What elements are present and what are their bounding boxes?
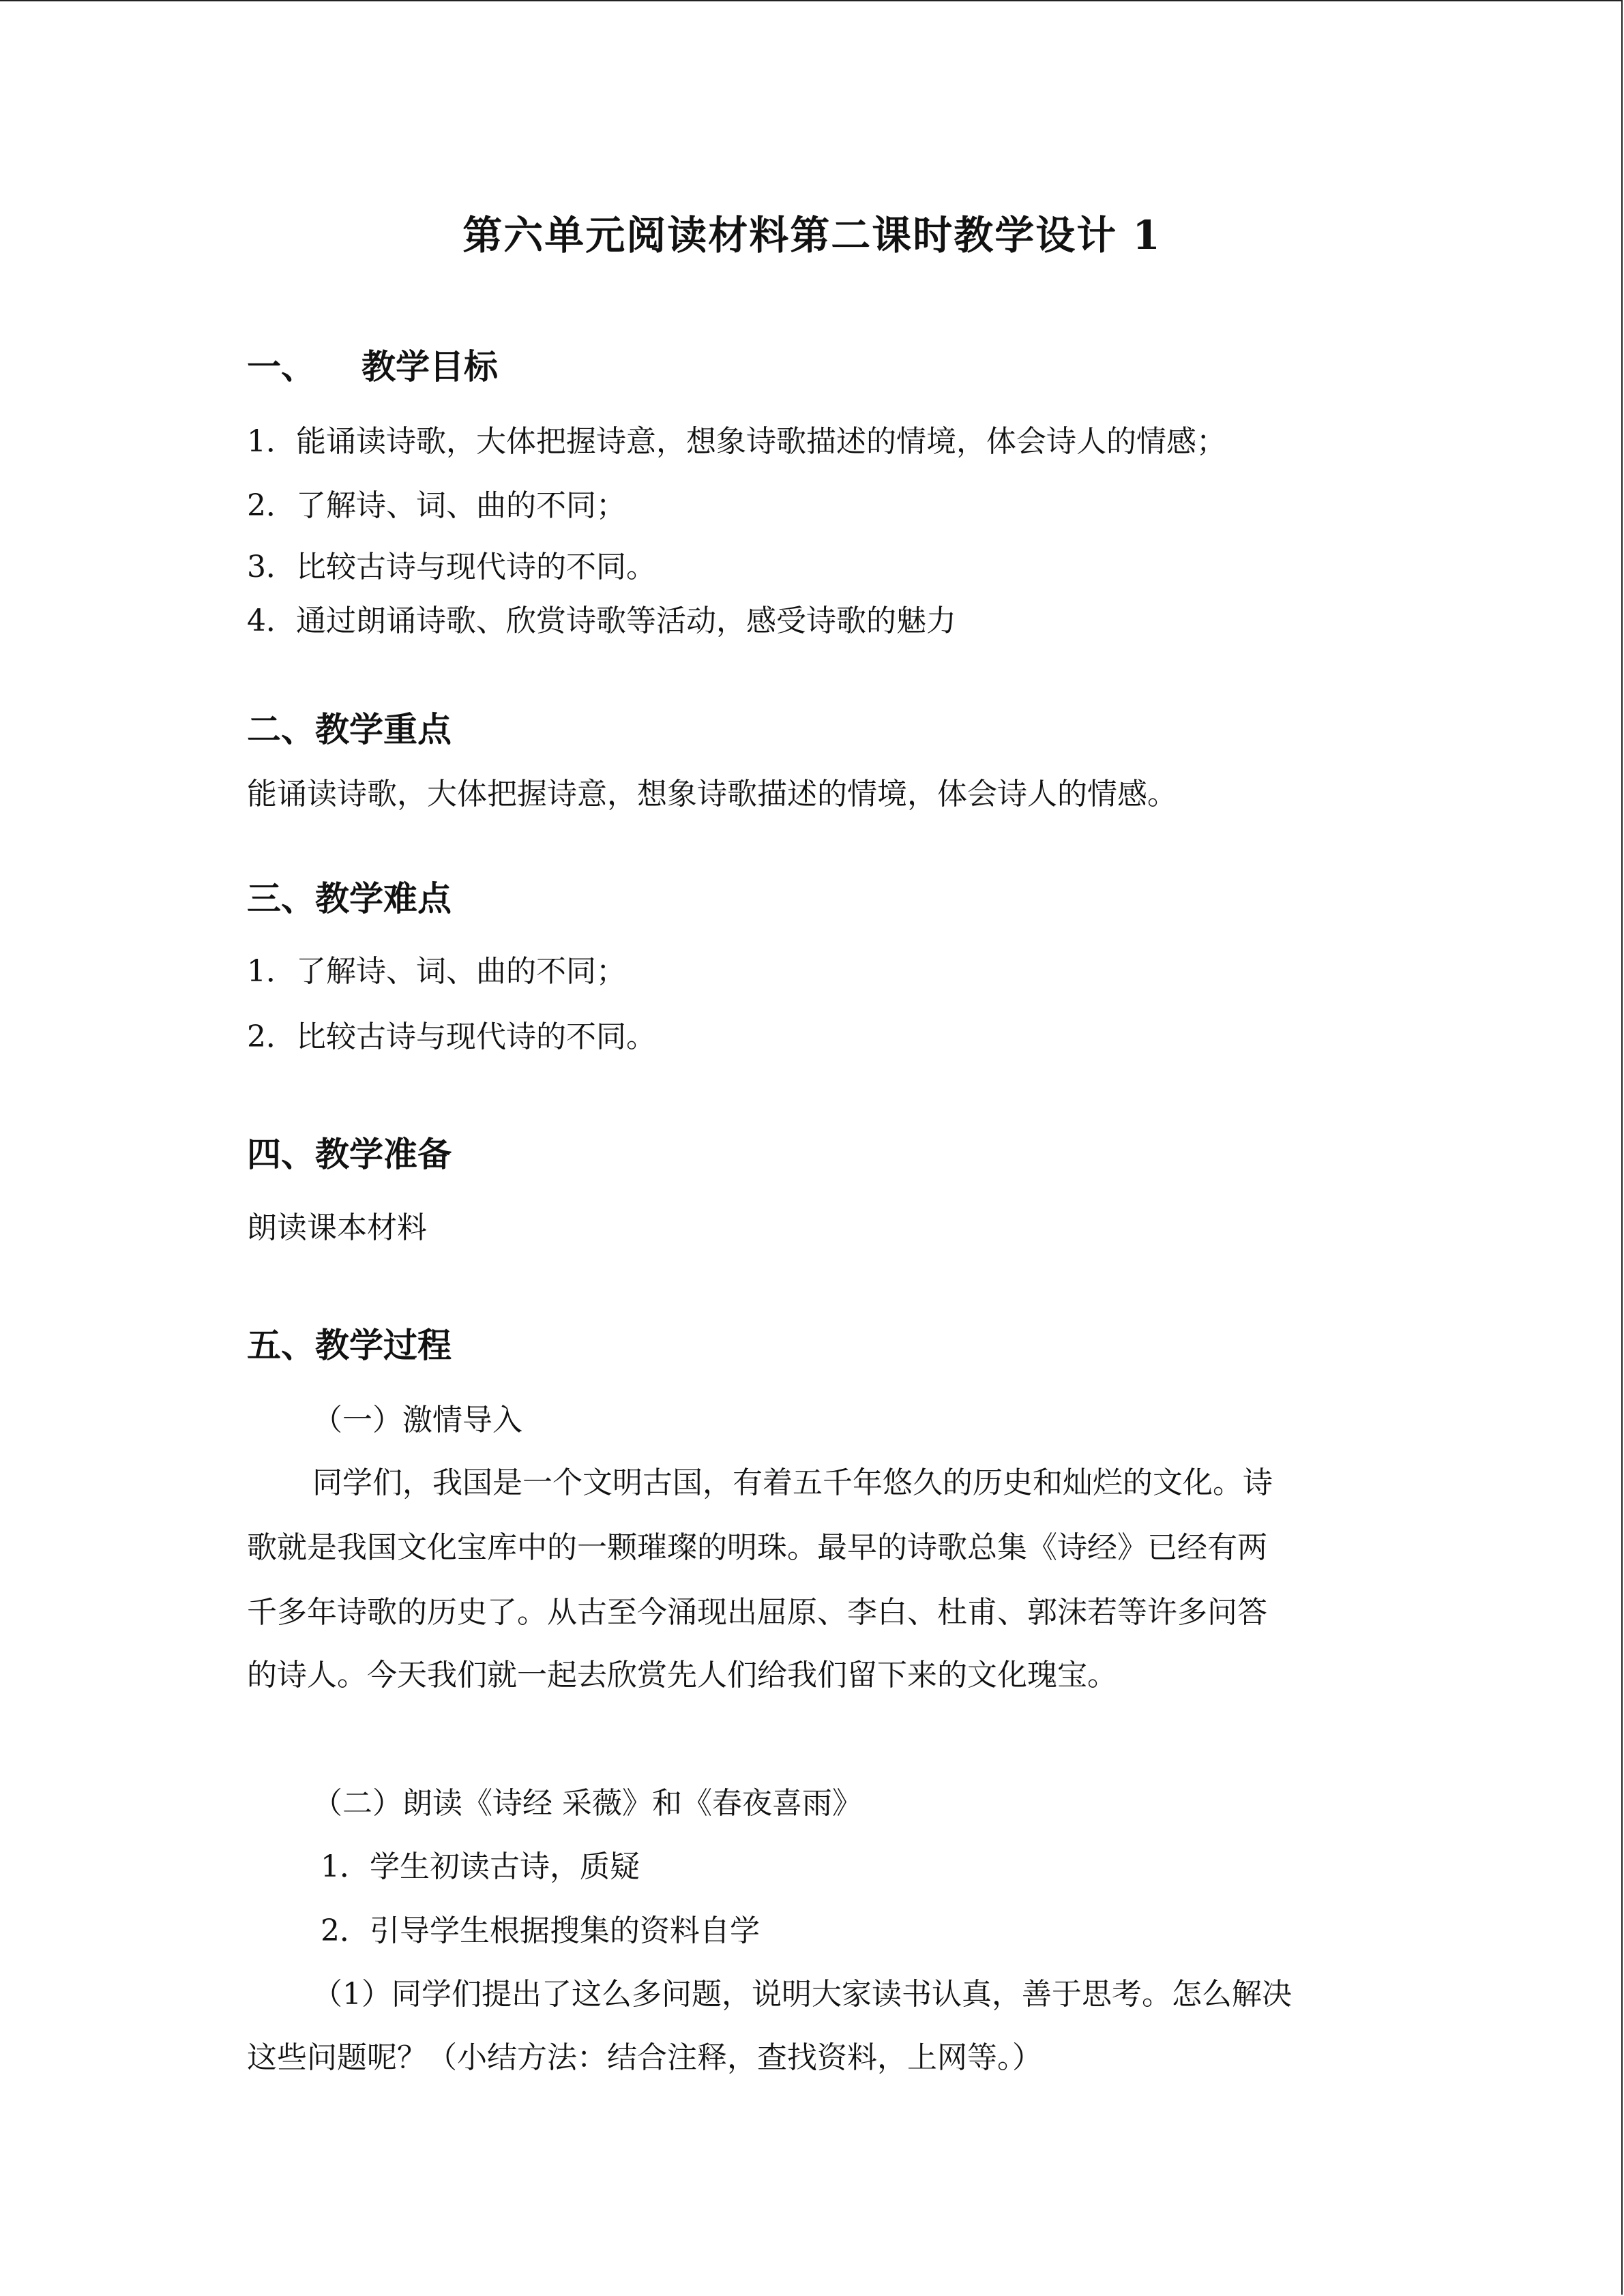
section-heading-key-points: 二、教学重点 [247, 709, 452, 749]
paragraph-line: 歌就是我国文化宝库中的一颗璀璨的明珠。最早的诗歌总集《诗经》已经有两 [247, 1530, 1267, 1565]
paragraph-line: 2．比较古诗与现代诗的不同。 [247, 1019, 656, 1054]
section-number: 一、 [247, 346, 315, 387]
paragraph-line: 4．通过朗诵诗歌、欣赏诗歌等活动，感受诗歌的魅力 [247, 603, 956, 638]
paragraph-line: 1．了解诗、词、曲的不同； [247, 954, 626, 989]
document-title: 第六单元阅读材料第二课时教学设计 1 [462, 212, 1162, 258]
paragraph-line: 的诗人。今天我们就一起去欣赏先人们给我们留下来的文化瑰宝。 [247, 1658, 1117, 1693]
paragraph-line: （1）同学们提出了这么多问题，说明大家读书认真，善于思考。怎么解决 [312, 1977, 1292, 2012]
subheading-line: （二）朗读《诗经 采薇》和《春夜喜雨》 [312, 1786, 862, 1821]
section-heading-preparation: 四、教学准备 [247, 1134, 452, 1174]
paragraph-line: 3．比较古诗与现代诗的不同。 [247, 550, 656, 584]
subheading-line: （一）激情导入 [312, 1403, 522, 1437]
section-heading-difficulties: 三、教学难点 [247, 878, 452, 919]
paragraph-line: 同学们，我国是一个文明古国，有着五千年悠久的历史和灿烂的文化。诗 [312, 1465, 1273, 1500]
section-heading-text: 教学目标 [361, 346, 498, 387]
paragraph-line: 1．学生初读古诗，质疑 [321, 1849, 640, 1884]
paragraph-line: 朗读课本材料 [247, 1210, 427, 1245]
section-heading-process: 五、教学过程 [247, 1325, 452, 1365]
paragraph-line: 这些问题呢？（小结方法：结合注释，查找资料，上网等。） [247, 2040, 1042, 2075]
paragraph-line: 1．能诵读诗歌，大体把握诗意，想象诗歌描述的情境，体会诗人的情感； [247, 424, 1226, 459]
paragraph-line: 2．了解诗、词、曲的不同； [247, 488, 626, 523]
paragraph-line: 2．引导学生根据搜集的资料自学 [321, 1913, 760, 1948]
paragraph-line: 能诵读诗歌，大体把握诗意，想象诗歌描述的情境，体会诗人的情感。 [247, 777, 1177, 811]
section-heading-objectives [247, 340, 498, 394]
paragraph-line: 千多年诗歌的历史了。从古至今涌现出屈原、李白、杜甫、郭沫若等许多问答 [247, 1595, 1267, 1630]
